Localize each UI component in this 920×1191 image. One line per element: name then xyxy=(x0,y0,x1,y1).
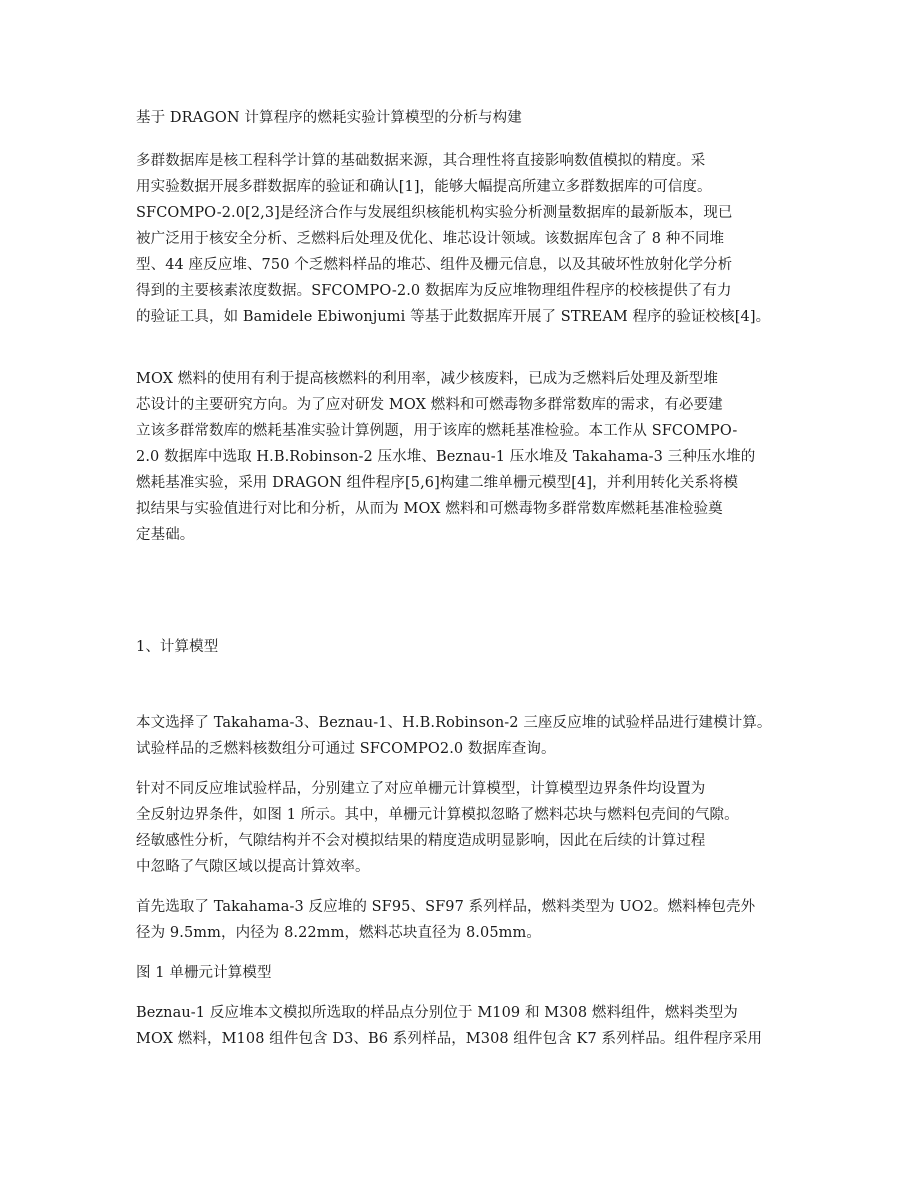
text-line: 径为 9.5mm，内径为 8.22mm，燃料芯块直径为 8.05mm。 xyxy=(136,925,541,941)
text-line: 的验证工具，如 Bamidele Ebiwonjumi 等基于此数据库开展了 STREAM 程序的验证校核[4]。 xyxy=(136,309,771,325)
text-line: 2.0 数据库中选取 H.B.Robinson-2 压水堆、Beznau-1 压水堆及 Takahama-3 三种压水堆的 xyxy=(136,449,756,465)
text-line: 针对不同反应堆试验样品，分别建立了对应单栅元计算模型，计算模型边界条件均设置为 xyxy=(136,781,706,797)
document-title: 基于 DRAGON 计算程序的燃耗实验计算模型的分析与构建 xyxy=(136,110,522,126)
text-line: 首先选取了 Takahama-3 反应堆的 SF95、SF97 系列样品，燃料类型为 UO2。燃料棒包壳外 xyxy=(136,899,756,915)
text-line: 型、44 座反应堆、750 个乏燃料样品的堆芯、组件及栅元信息，以及其破坏性放射化学分析 xyxy=(136,257,733,273)
text-line: 试验样品的乏燃料核数组分可通过 SFCOMPO2.0 数据库查询。 xyxy=(136,741,556,757)
text-line: 拟结果与实验值进行对比和分析，从而为 MOX 燃料和可燃毒物多群常数库燃耗基准检验奠 xyxy=(136,501,723,517)
text-line: 立该多群常数库的燃耗基准实验计算例题，用于该库的燃耗基准检验。本工作从 SFCOMPO- xyxy=(136,423,738,439)
text-line: 用实验数据开展多群数据库的验证和确认[1]，能够大幅提高所建立多群数据库的可信度。 xyxy=(136,179,712,195)
section-heading: 1、计算模型 xyxy=(136,639,219,655)
text-line: 芯设计的主要研究方向。为了应对研发 MOX 燃料和可燃毒物多群常数库的需求，有必要建 xyxy=(136,397,723,413)
text-line: 得到的主要核素浓度数据。SFCOMPO-2.0 数据库为反应堆物理组件程序的校核提供了有力 xyxy=(136,283,732,299)
text-line: 多群数据库是核工程科学计算的基础数据来源，其合理性将直接影响数值模拟的精度。采 xyxy=(136,153,706,169)
text-line: SFCOMPO-2.0[2,3]是经济合作与发展组织核能机构实验分析测量数据库的最新版本，现已 xyxy=(136,205,733,221)
text-line: 燃耗基准实验，采用 DRAGON 组件程序[5,6]构建二维单栅元模型[4]，并利用转化关系将模 xyxy=(136,475,739,491)
text-line: Beznau-1 反应堆本文模拟所选取的样品点分别位于 M109 和 M308 燃料组件，燃料类型为 xyxy=(136,1005,738,1021)
text-line: 经敏感性分析，气隙结构并不会对模拟结果的精度造成明显影响，因此在后续的计算过程 xyxy=(136,833,706,849)
text-line: 本文选择了 Takahama-3、Beznau-1、H.B.Robinson-2 三座反应堆的试验样品进行建模计算。 xyxy=(136,715,772,731)
text-line: 中忽略了气隙区域以提高计算效率。 xyxy=(136,859,370,875)
text-line: MOX 燃料的使用有利于提高核燃料的利用率，减少核废料，已成为乏燃料后处理及新型堆 xyxy=(136,371,719,387)
text-line: 被广泛用于核安全分析、乏燃料后处理及优化、堆芯设计领域。该数据库包含了 8 种不同堆 xyxy=(136,231,725,247)
text-line: 全反射边界条件，如图 1 所示。其中，单栅元计算模拟忽略了燃料芯块与燃料包壳间的气隙。 xyxy=(136,807,739,823)
text-line: 定基础。 xyxy=(136,527,195,543)
text-line: MOX 燃料，M108 组件包含 D3、B6 系列样品，M308 组件包含 K7 系列样品。组件程序采用 xyxy=(136,1031,763,1047)
figure-caption: 图 1 单栅元计算模型 xyxy=(136,965,272,981)
